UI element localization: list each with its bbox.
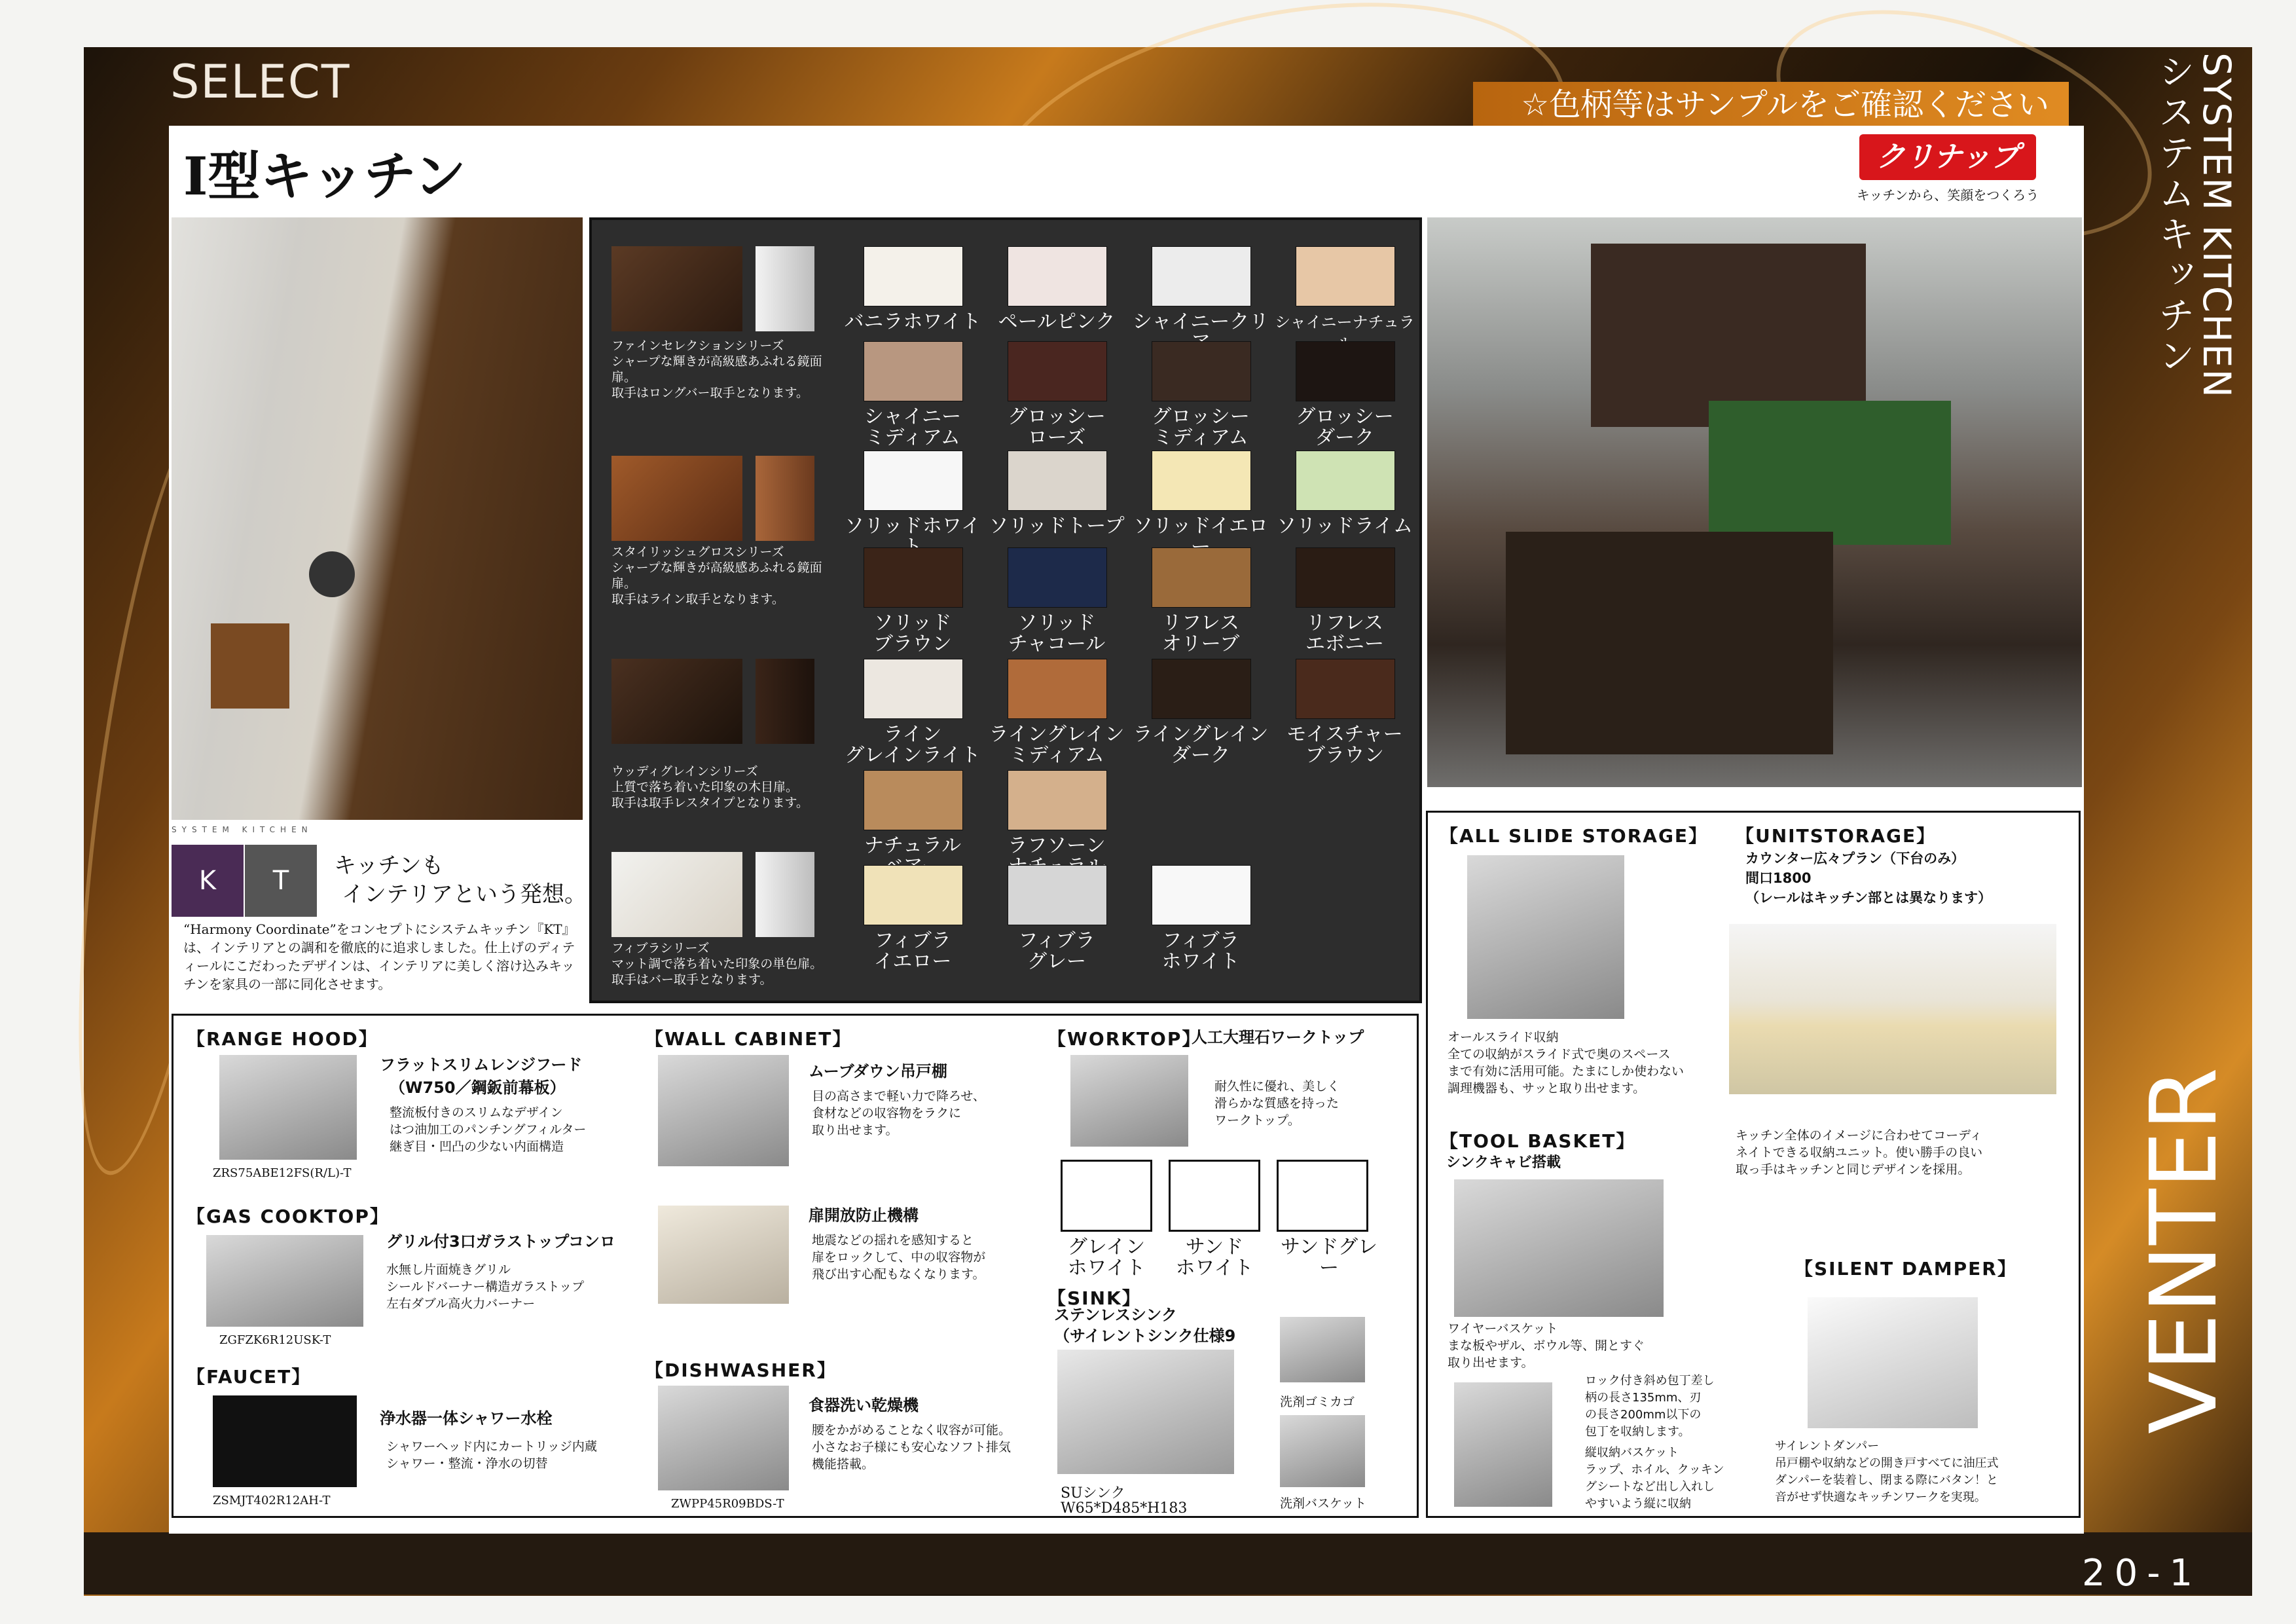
color-label: モイスチャー ブラウン bbox=[1286, 723, 1403, 767]
range-hood-title: 【RANGE HOOD】 bbox=[187, 1028, 378, 1050]
brand-venter: VENTER bbox=[2131, 1067, 2238, 1435]
range-hood-desc: 整流板付きのスリムなデザイン はつ油加工のパンチングフィルター 継ぎ目・凹凸の少ない内面構造 bbox=[390, 1105, 587, 1154]
storage-box bbox=[1426, 811, 2081, 1518]
color-swatch bbox=[864, 451, 963, 511]
color-label: バニラホワイト bbox=[844, 310, 981, 333]
color-swatch bbox=[1296, 451, 1395, 511]
color-label: ライングレイン ミディアム bbox=[989, 723, 1125, 767]
color-label: グロッシー ローズ bbox=[1008, 405, 1106, 449]
worktop-title: 【WORKTOP】 bbox=[1048, 1028, 1202, 1050]
wall-cabinet-image bbox=[658, 1055, 789, 1166]
color-swatch bbox=[1152, 865, 1251, 925]
worktop-swatch bbox=[1061, 1160, 1152, 1232]
sink-model: SUシンク bbox=[1061, 1485, 1125, 1502]
color-swatch bbox=[1152, 659, 1251, 719]
color-swatch bbox=[1296, 341, 1395, 401]
gas-cooktop-desc: 水無し片面焼きグリル シールドバーナー構造ガラストップ 左右ダブル高火力バーナー bbox=[386, 1263, 585, 1311]
color-label: ペールピンク bbox=[998, 310, 1116, 333]
faucet-title: 【FAUCET】 bbox=[187, 1366, 312, 1388]
door-lock-image bbox=[658, 1206, 789, 1304]
kt-headline-1: キッチンも bbox=[334, 853, 444, 879]
knife-rack-desc: ロック付き斜め包丁差し 柄の長さ135mm、刃 の長さ200mm以下の 包丁を収納します。 bbox=[1585, 1374, 1715, 1439]
color-swatch bbox=[1008, 341, 1107, 401]
worktop-swatch bbox=[1169, 1160, 1260, 1232]
door-lock-desc: 地震などの揺れを感知すると 扉をロックして、中の収容物が 飛び出す心配もなくなります。 bbox=[812, 1233, 986, 1282]
all-slide-desc: オールスライド収納 全ての収納がスライド式で奥のスペース まで有効に活用可能。たまにしか使わない 調理機器も、サッと取り出せます。 bbox=[1448, 1030, 1685, 1096]
series-door bbox=[756, 456, 814, 541]
sink-image bbox=[1057, 1350, 1234, 1474]
sink-title: 【SINK】 bbox=[1048, 1287, 1142, 1309]
trash-basket-image bbox=[1280, 1317, 1365, 1382]
unit-storage-spec2: 間口1800 bbox=[1745, 870, 1812, 886]
dishwasher-desc: 腰をかがめることなく収容が可能。 小さなお子様にも安心なソフト排気 機能搭載。 bbox=[812, 1423, 1011, 1471]
range-hood-spec: （W750／鋼鈑前幕板） bbox=[390, 1079, 566, 1097]
color-label: ソリッドホワイ bbox=[845, 515, 981, 538]
worktop-image bbox=[1070, 1055, 1188, 1147]
color-label: ソリッドライム bbox=[1277, 515, 1413, 538]
kt-t: T bbox=[245, 845, 317, 917]
silent-damper-desc: サイレントダンパー 吊戸棚や収納などの開き戸すべてに油圧式 ダンパーを装着し、閉まる際にバタン！と 音がせず快適なキッチンワークを実現。 bbox=[1775, 1439, 1999, 1504]
gas-cooktop-image bbox=[206, 1235, 363, 1327]
color-swatch bbox=[1296, 659, 1395, 719]
gas-cooktop-name: グリル付3口ガラストップコンロ bbox=[386, 1232, 616, 1251]
color-label: フィブラ ホワイト bbox=[1161, 929, 1240, 973]
notice-bar: ☆色柄等はサンプルをご確認ください bbox=[1473, 82, 2069, 128]
kt-band: SYSTEM KITCHEN bbox=[172, 825, 313, 834]
worktop-name: 人工大理石ワークトップ bbox=[1192, 1028, 1364, 1046]
series-swatch bbox=[611, 852, 742, 937]
color-swatch bbox=[1296, 246, 1395, 306]
vertical-basket-desc: 縦収納バスケット ラップ、ホイル、クッキン グシートなど出し入れし やすいよう縦に収納 bbox=[1585, 1446, 1724, 1511]
color-label: リフレス エボニー bbox=[1305, 612, 1384, 655]
tool-basket-image bbox=[1454, 1179, 1664, 1317]
sink-name: ステンレスシンク bbox=[1054, 1306, 1177, 1324]
door-lock-name: 扉開放防止機構 bbox=[809, 1206, 919, 1225]
color-panel bbox=[589, 217, 1422, 1003]
tool-basket-sub: シンクキャビ搭載 bbox=[1446, 1154, 1561, 1171]
silent-damper-image bbox=[1808, 1297, 1978, 1428]
series-desc: ファインセレクションシリーズ シャープな輝きが高級感あふれる鏡面扉。 取手はロングバー取手となります。 bbox=[611, 339, 822, 400]
unit-storage-desc: キッチン全体のイメージに合わせてコーディ ネイトできる収納ユニット。使い勝手の良い 取っ手はキッチンと同じデザインを採用。 bbox=[1736, 1128, 1983, 1177]
bottom-bar bbox=[84, 1532, 2252, 1595]
series-door bbox=[756, 659, 814, 744]
series-door bbox=[756, 852, 814, 937]
color-label: シャイニークリ bbox=[1132, 310, 1269, 333]
worktop-label: グレイン ホワイト bbox=[1067, 1236, 1146, 1280]
detergent-basket-label: 洗剤バスケット bbox=[1280, 1496, 1367, 1511]
color-swatch bbox=[1008, 451, 1107, 511]
dishwasher-image bbox=[658, 1386, 789, 1490]
range-hood-name: フラットスリムレンジフード bbox=[380, 1056, 583, 1074]
range-hood-image bbox=[219, 1055, 357, 1160]
worktop-swatch bbox=[1277, 1160, 1368, 1232]
vertical-title-jp: システムキッチン bbox=[2153, 52, 2195, 377]
series-swatch bbox=[611, 246, 742, 331]
color-label: シャイニー ミディアム bbox=[864, 405, 962, 449]
dishwasher-model: ZWPP45R09BDS-T bbox=[671, 1497, 784, 1511]
counter-image bbox=[1506, 532, 1833, 754]
brand-logo: クリナップ bbox=[1859, 134, 2036, 180]
tool-basket-title: 【TOOL BASKET】 bbox=[1440, 1130, 1636, 1152]
color-swatch bbox=[864, 865, 963, 925]
page-title: I型キッチン bbox=[183, 145, 466, 207]
detail-photo bbox=[172, 217, 583, 820]
window-image bbox=[1709, 401, 1951, 545]
wall-cabinet-title: 【WALL CABINET】 bbox=[645, 1028, 852, 1050]
color-label: ソリッドイエロ bbox=[1133, 515, 1269, 538]
worktop-desc: 耐久性に優れ、美しく 滑らかな質感を持った ワークトップ。 bbox=[1214, 1079, 1340, 1128]
color-swatch bbox=[864, 659, 963, 719]
kt-k: K bbox=[172, 845, 244, 917]
series-door bbox=[756, 246, 814, 331]
color-swatch bbox=[864, 341, 963, 401]
color-swatch bbox=[1152, 341, 1251, 401]
gas-cooktop-model: ZGFZK6R12USK-T bbox=[219, 1333, 331, 1347]
silent-damper-title: 【SILENT DAMPER】 bbox=[1795, 1258, 2017, 1280]
color-label: シャイニーナチュラ bbox=[1275, 313, 1415, 331]
color-label: グロッシー ミディアム bbox=[1152, 405, 1250, 449]
color-label: ソリッド チャコール bbox=[1008, 612, 1106, 655]
faucet-desc: シャワーヘッド内にカートリッジ内蔵 シャワー・整流・浄水の切替 bbox=[386, 1439, 597, 1471]
wall-cabinet-name: ムーブダウン吊戸棚 bbox=[809, 1062, 947, 1080]
series-desc: フィブラシリーズ マット調で落ち着いた印象の単色扉。 取手はバー取手となります。 bbox=[611, 941, 823, 987]
color-swatch bbox=[1008, 547, 1107, 608]
vertical-title-en: SYSTEM KITCHEN bbox=[2195, 52, 2239, 399]
unit-storage-title: 【UNITSTORAGE】 bbox=[1736, 825, 1937, 847]
cutting-board-image bbox=[211, 623, 289, 709]
knife-rack-image bbox=[1454, 1382, 1552, 1507]
gas-cooktop-title: 【GAS COOKTOP】 bbox=[187, 1206, 390, 1227]
trash-basket-label: 洗剤ゴミカゴ bbox=[1280, 1395, 1355, 1409]
color-swatch bbox=[1152, 547, 1251, 608]
page-number: 20-1 bbox=[2082, 1552, 2202, 1595]
series-desc: スタイリッシュグロスシリーズ シャープな輝きが高級感あふれる鏡面扉。 取手はライン取手となります。 bbox=[611, 545, 822, 606]
wall-cabinet-desc: 目の高さまで軽い力で降ろせ、 食材などの収容物をラクに 取り出せます。 bbox=[812, 1089, 985, 1137]
color-label: フィブラ グレー bbox=[1018, 929, 1095, 973]
range-hood-model: ZRS75ABE12FS(R/L)-T bbox=[213, 1166, 352, 1180]
color-label: ライングレイン ダーク bbox=[1133, 723, 1269, 767]
logo-tagline: キッチンから、笑顔をつくろう bbox=[1856, 187, 2039, 203]
sink-dimensions: W65*D485*H183 bbox=[1061, 1500, 1188, 1517]
color-swatch bbox=[864, 770, 963, 830]
color-label: ラフソーン bbox=[1008, 834, 1106, 857]
color-label: グロッシー ダーク bbox=[1296, 405, 1394, 449]
detergent-basket-image bbox=[1280, 1415, 1365, 1487]
unit-storage-spec3: （レールはキッチン部とは異なります） bbox=[1745, 890, 1992, 906]
color-label: ソリッド ブラウン bbox=[873, 612, 952, 655]
worktop-label: サンド ホワイト bbox=[1175, 1236, 1254, 1280]
all-slide-image bbox=[1467, 855, 1624, 1019]
hood-cabinet-image bbox=[1591, 244, 1866, 427]
series-swatch bbox=[611, 659, 742, 744]
tool-basket-desc: ワイヤーバスケット まな板やザル、ボウル等、開とすぐ 取り出せます。 bbox=[1448, 1321, 1645, 1370]
color-swatch bbox=[864, 547, 963, 608]
dishwasher-title: 【DISHWASHER】 bbox=[645, 1359, 837, 1381]
color-label: ソリッドトープ bbox=[989, 515, 1125, 538]
color-swatch bbox=[1296, 547, 1395, 608]
kt-body: “Harmony Coordinate”をコンセプトにシステムキッチン『KT』は、インテリアとの調和を徹底的に追求しました。仕上げのディティールにこだわったデザインは、インテリアに美しく溶け込みキッチンを家具の一部に同化させます。 bbox=[183, 921, 575, 992]
color-swatch bbox=[1152, 246, 1251, 306]
color-swatch bbox=[1008, 770, 1107, 830]
color-label: ライン グレインライト bbox=[845, 723, 981, 767]
color-swatch bbox=[1008, 865, 1107, 925]
faucet-image bbox=[213, 1395, 357, 1487]
color-swatch bbox=[1008, 246, 1107, 306]
color-label: フィブラ イエロー bbox=[873, 929, 952, 973]
kitchen-photo bbox=[1427, 217, 2082, 787]
kt-headline-2: インテリアという発想。 bbox=[342, 881, 587, 908]
color-swatch bbox=[864, 246, 963, 306]
dishwasher-name: 食器洗い乾燥機 bbox=[809, 1396, 919, 1414]
color-swatch bbox=[1152, 451, 1251, 511]
color-swatch bbox=[1008, 659, 1107, 719]
equipment-box bbox=[172, 1014, 1419, 1518]
unit-storage-image bbox=[1729, 924, 2056, 1094]
knob-image bbox=[309, 551, 355, 597]
worktop-label: サンドグレー bbox=[1281, 1236, 1377, 1280]
sink-spec: （サイレントシンク仕様9 bbox=[1054, 1327, 1236, 1345]
faucet-name: 浄水器一体シャワー水栓 bbox=[380, 1409, 553, 1428]
series-swatch bbox=[611, 456, 742, 541]
faucet-model: ZSMJT402R12AH-T bbox=[213, 1494, 331, 1507]
color-label: ナチュラル bbox=[864, 834, 962, 857]
color-label: リフレス オリーブ bbox=[1161, 612, 1240, 655]
section-label: SELECT bbox=[170, 55, 351, 109]
series-desc: ウッディグレインシリーズ 上質で落ち着いた印象の木目扉。 取手は取手レスタイプとなります。 bbox=[611, 764, 809, 810]
kt-headline bbox=[334, 851, 587, 909]
all-slide-title: 【ALL SLIDE STORAGE】 bbox=[1440, 825, 1709, 847]
unit-storage-spec1: カウンター広々プラン（下台のみ） bbox=[1745, 851, 1965, 866]
